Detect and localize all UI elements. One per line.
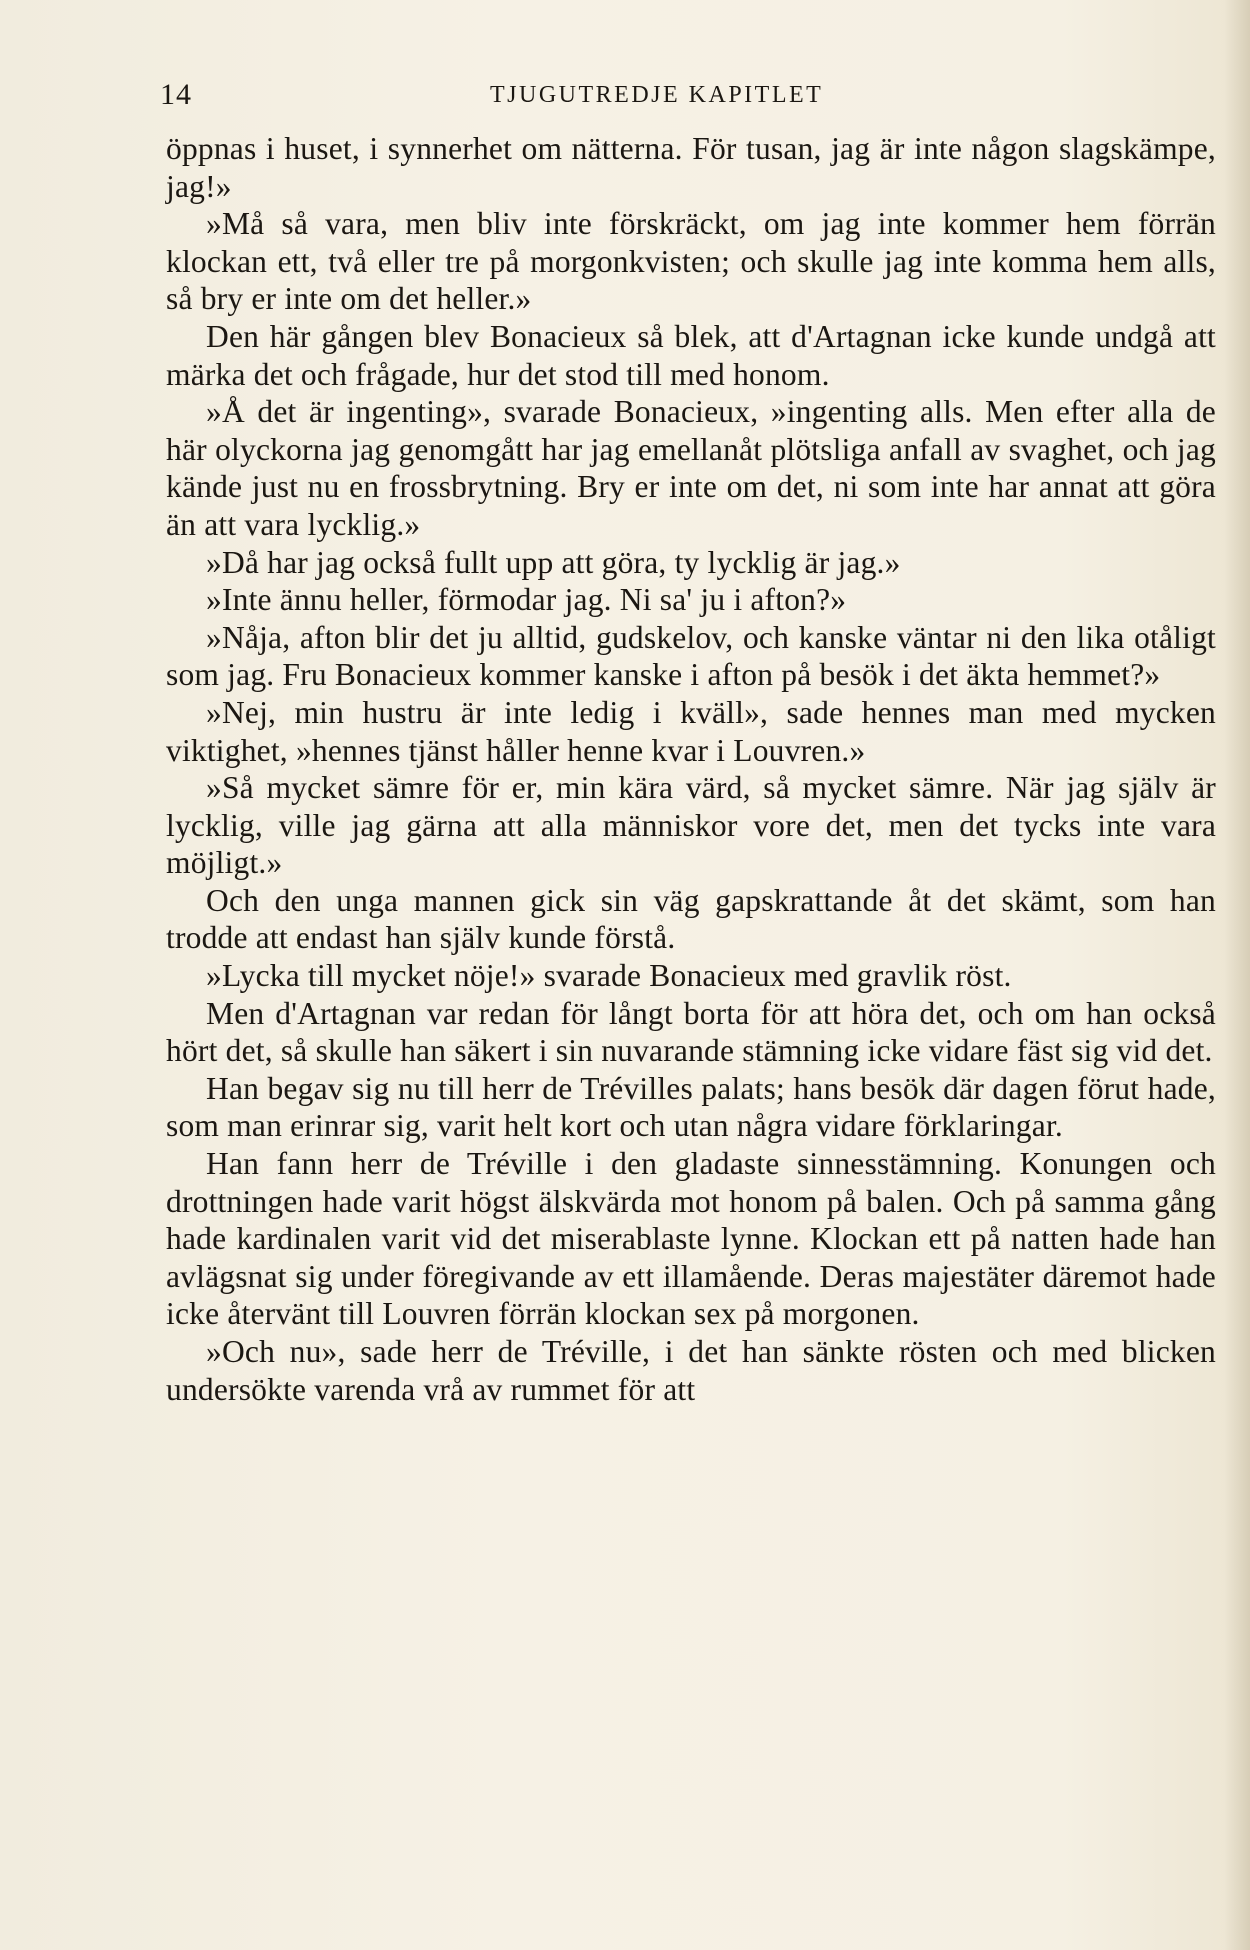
- paragraph: »Inte ännu heller, förmodar jag. Ni sa' ju i afton?»: [206, 582, 847, 618]
- paragraph: »Och nu», sade herr de Tréville, i det han sänkte rösten och med blicken undersökte varenda vrå av rummet för att: [166, 1334, 1216, 1407]
- body-text: [166, 130, 1216, 1408]
- page-header: [160, 78, 1216, 118]
- running-title: TJUGUTREDJE KAPITLET: [490, 82, 824, 108]
- paragraph: »Må så vara, men bliv inte förskräckt, om jag inte kommer hem förrän klockan ett, två eller tre på morgonkvisten; och skulle jag inte komma hem alls, så bry er inte om det heller.»: [166, 206, 1216, 317]
- paragraph: »Å det är ingenting», svarade Bonacieux, »ingenting alls. Men efter alla de här olyckorna jag genomgått har jag emellanåt plötsliga anfall av svaghet, och jag kände just nu en frossbrytning. Bry er inte om det, ni som inte har annat att göra än att vara lycklig.»: [166, 394, 1216, 542]
- paragraph: Och den unga mannen gick sin väg gapskrattande åt det skämt, som han trodde att endast han själv kunde förstå.: [166, 882, 1216, 956]
- paragraph: »Nej, min hustru är inte ledig i kväll», sade hennes man med mycken viktighet, »hennes tjänst håller henne kvar i Louvren.»: [166, 694, 1216, 768]
- paragraph: Han begav sig nu till herr de Trévilles palats; hans besök där dagen förut hade, som man erinrar sig, varit helt kort och utan några vidare förklaringar.: [166, 1070, 1216, 1144]
- paragraph: »Lycka till mycket nöje!» svarade Bonacieux med gravlik röst.: [206, 958, 1012, 994]
- paragraph: Den här gången blev Bonacieux så blek, att d'Artagnan icke kunde undgå att märka det och frågade, hur det stod till med honom.: [166, 318, 1216, 392]
- page-edge-shadow: [1224, 0, 1250, 1950]
- paragraph: öppnas i huset, i synnerhet om nätterna. För tusan, jag är inte någon slagskämpe, jag!»: [166, 131, 1216, 204]
- paragraph: Han fann herr de Tréville i den gladaste sinnesstämning. Konungen och drottningen hade varit högst älskvärda mot honom på balen. Och på samma gång hade kardinalen varit vid det miserablaste lynne. Klockan ett på natten hade han avlägsnat sig under föregivande av ett illamående. Deras majestäter däremot hade icke återvänt till Louvren förrän klockan sex på morgonen.: [166, 1146, 1216, 1332]
- page-number: 14: [160, 78, 192, 111]
- paragraph: »Nåja, afton blir det ju alltid, gudskelov, och kanske väntar ni den lika otåligt som jag. Fru Bonacieux kommer kanske i afton på besök i det äkta hemmet?»: [166, 619, 1216, 693]
- paragraph: »Så mycket sämre för er, min kära värd, så mycket sämre. När jag själv är lycklig, ville jag gärna att alla människor vore det, men det tycks inte vara möjligt.»: [166, 770, 1216, 881]
- paragraph: »Då har jag också fullt upp att göra, ty lycklig är jag.»: [206, 544, 901, 580]
- paragraph: Men d'Artagnan var redan för långt borta för att höra det, och om han också hört det, så skulle han säkert i sin nuvarande stämning icke vidare fäst sig vid det.: [166, 995, 1216, 1069]
